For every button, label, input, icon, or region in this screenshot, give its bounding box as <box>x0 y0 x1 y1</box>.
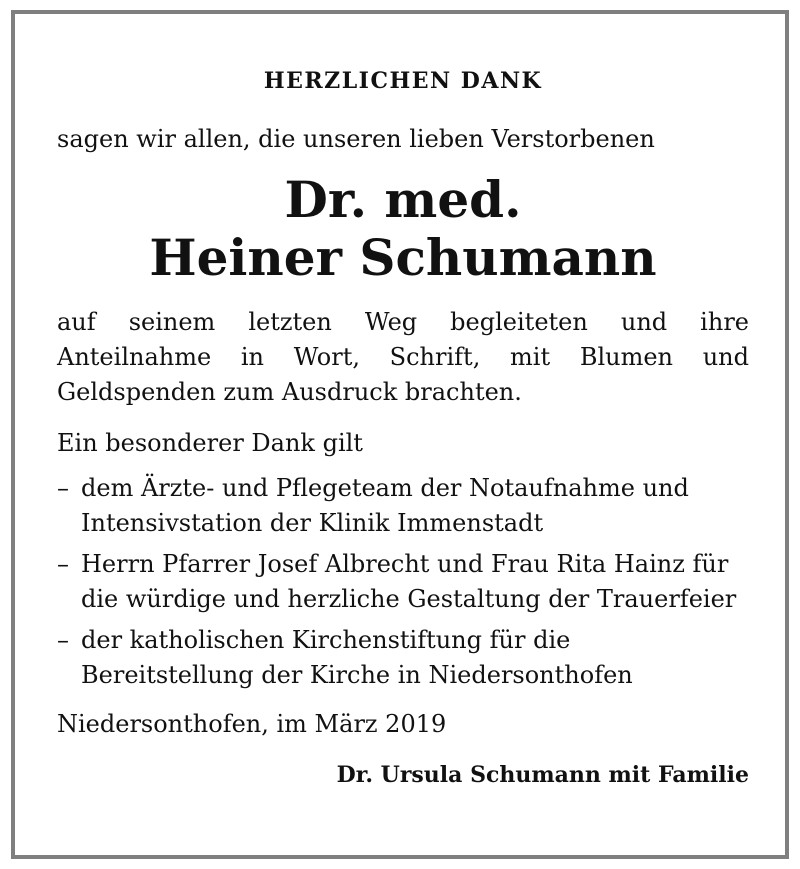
thanks-paragraph: auf seinem letzten Weg begleiteten und ihre Anteilnahme in Wort, Schrift, mit Blumen und Geldspenden zum Ausdruck brachten. <box>57 308 749 406</box>
list-dash: – <box>57 474 69 502</box>
list-item-text: dem Ärzte- und Pflegeteam der Notaufnahme und Intensivstation der Klinik Immenstadt <box>81 474 689 537</box>
list-item <box>57 623 749 693</box>
place-date: Niedersonthofen, im März 2019 <box>57 710 447 738</box>
notice-frame <box>11 10 789 859</box>
notice-heading: HERZLICHEN DANK <box>263 68 543 94</box>
name-full: Heiner Schumann <box>149 228 657 287</box>
thanks-lead: Ein besonderer Dank gilt <box>57 429 363 457</box>
list-item-text: Herrn Pfarrer Josef Albrecht und Frau Rita Hainz für die würdige und herzliche Gestaltung der Trauerfeier <box>81 550 737 613</box>
list-item-text: der katholischen Kirchenstiftung für die Bereitstellung der Kirche in Niedersonthofen <box>81 626 633 689</box>
name-title: Dr. med. <box>284 170 522 229</box>
intro-text: sagen wir allen, die unseren lieben Verstorbenen <box>57 125 655 153</box>
list-item <box>57 471 749 541</box>
list-item <box>57 547 749 617</box>
signature: Dr. Ursula Schumann mit Familie <box>336 762 749 788</box>
notice-content <box>57 66 749 790</box>
deceased-name <box>57 171 749 287</box>
list-dash: – <box>57 626 69 654</box>
list-dash: – <box>57 550 69 578</box>
